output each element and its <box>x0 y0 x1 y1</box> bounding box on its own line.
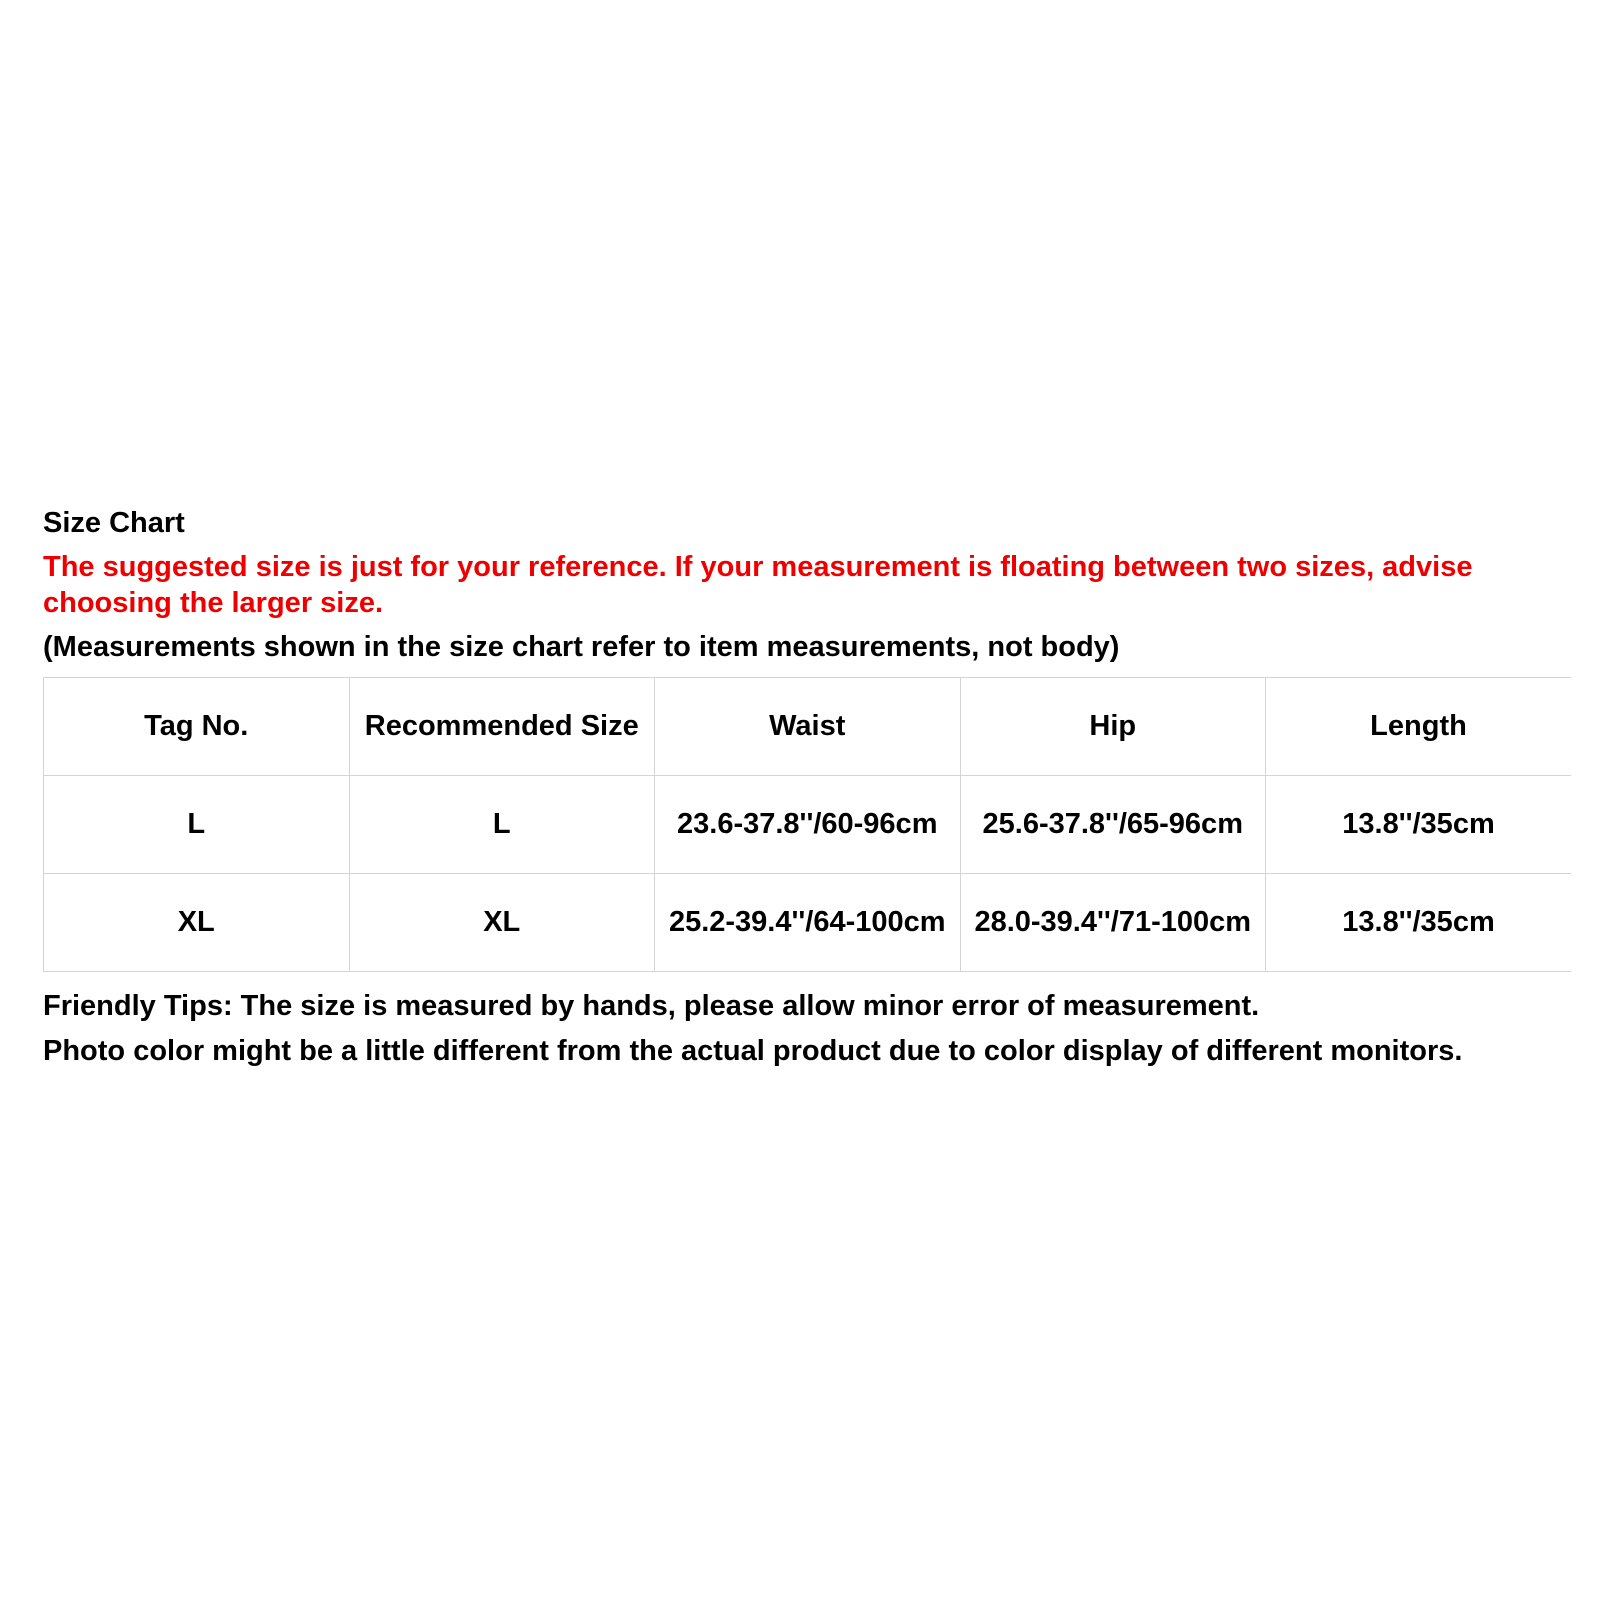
cell-recommended-size: XL <box>349 874 655 972</box>
cell-tag-no: XL <box>44 874 350 972</box>
size-table <box>43 677 1571 972</box>
header-waist: Waist <box>655 678 961 776</box>
header-recommended-size: Recommended Size <box>349 678 655 776</box>
cell-waist: 25.2-39.4''/64-100cm <box>655 874 961 972</box>
size-chart <box>43 505 1571 1074</box>
cell-tag-no: L <box>44 776 350 874</box>
header-tag-no: Tag No. <box>44 678 350 776</box>
cell-hip: 28.0-39.4''/71-100cm <box>960 874 1266 972</box>
chart-title: Size Chart <box>43 507 185 539</box>
size-notice: The suggested size is just for your reference. If your measurement is floating between two sizes, advise choosing the larger size. <box>43 551 1473 619</box>
friendly-tips <box>43 984 1571 1074</box>
table-row <box>44 874 1572 972</box>
tip-measurement: Friendly Tips: The size is measured by hands, please allow minor error of measurement. <box>43 990 1260 1022</box>
table-header-row <box>44 678 1572 776</box>
measurement-note: (Measurements shown in the size chart refer to item measurements, not body) <box>43 631 1120 663</box>
tip-photo-color: Photo color might be a little different from the actual product due to color display of different monitors. <box>43 1035 1463 1067</box>
header-length: Length <box>1266 678 1572 776</box>
cell-hip: 25.6-37.8''/65-96cm <box>960 776 1266 874</box>
cell-recommended-size: L <box>349 776 655 874</box>
table-row <box>44 776 1572 874</box>
cell-length: 13.8''/35cm <box>1266 874 1572 972</box>
header-hip: Hip <box>960 678 1266 776</box>
cell-waist: 23.6-37.8''/60-96cm <box>655 776 961 874</box>
cell-length: 13.8''/35cm <box>1266 776 1572 874</box>
